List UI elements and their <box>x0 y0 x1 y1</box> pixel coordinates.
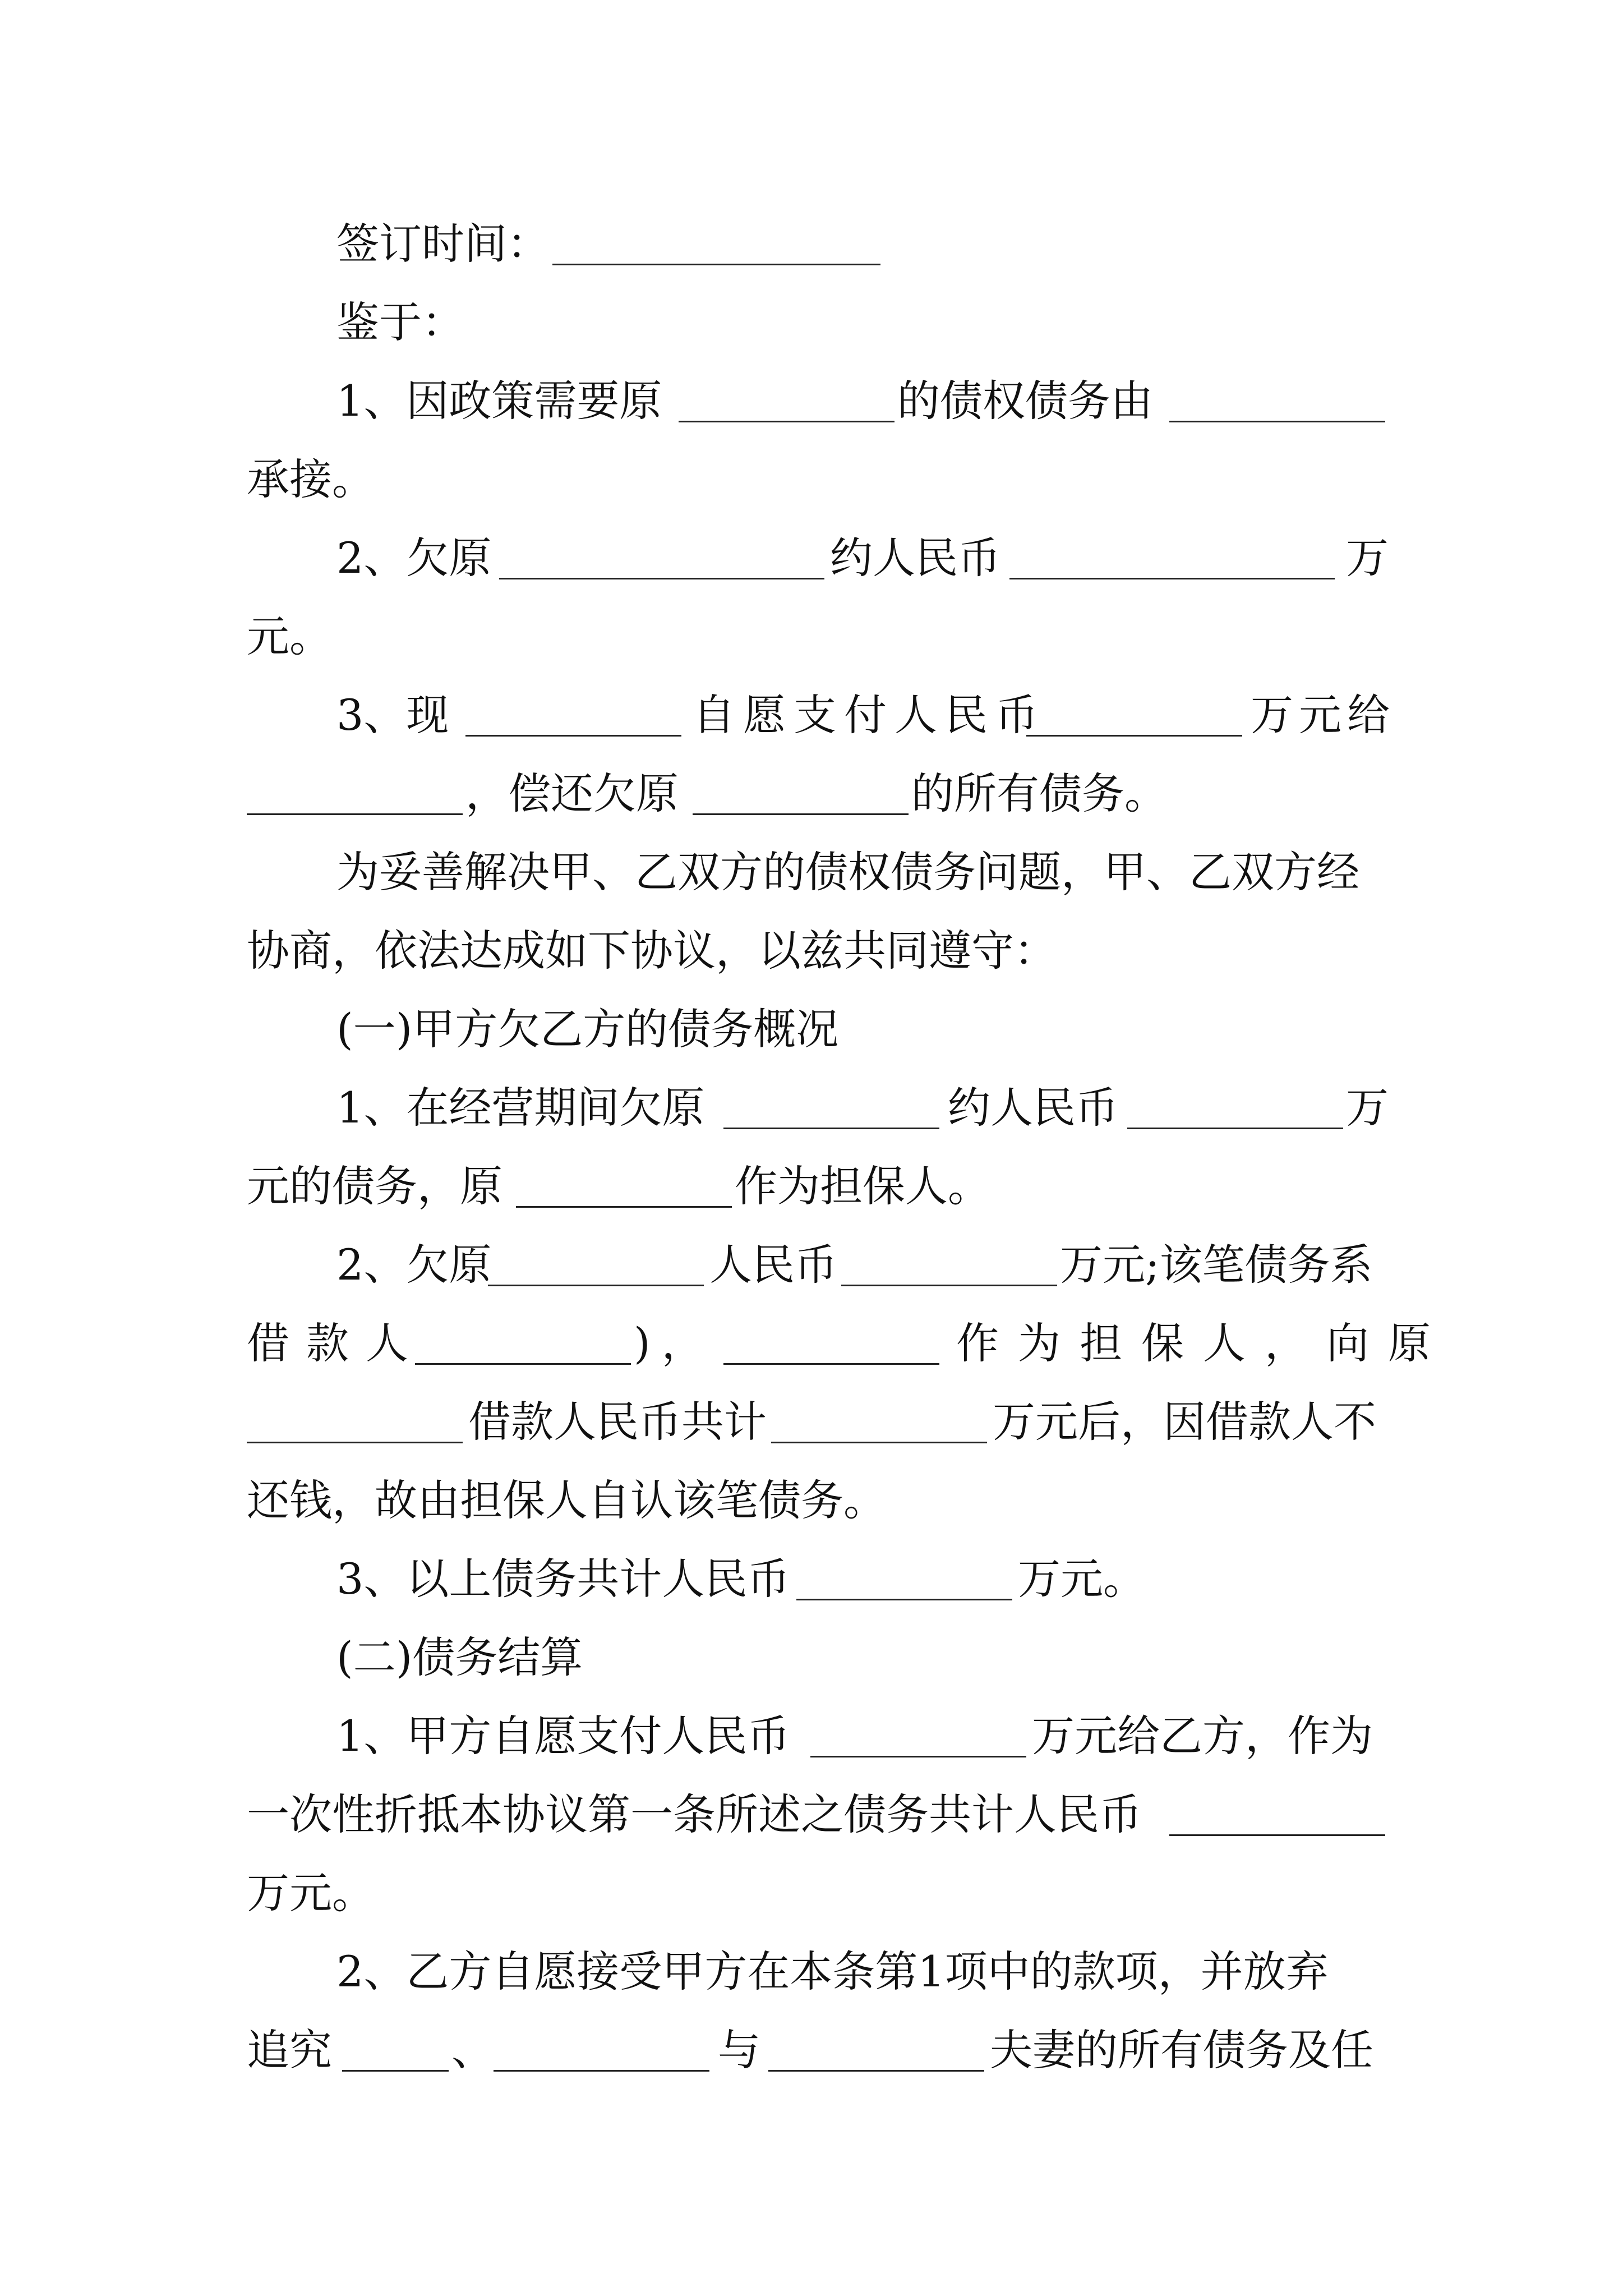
s2-item1-text-a: 1、甲方自愿支付人民币 <box>336 1711 790 1761</box>
s2-item1-blank-a <box>810 1756 1026 1757</box>
s1-item2-blank-a <box>488 1285 704 1286</box>
recital-2-text-b: 约人民币 <box>830 533 1000 583</box>
section-2-title-row <box>0 1616 1623 1700</box>
s1-item1-text-b: 约人民币 <box>948 1083 1118 1133</box>
recital-3-blank-d <box>693 813 909 815</box>
recital-2-text-a: 2、欠原 <box>336 533 492 583</box>
recital-3-text-b: 自愿支付人民币 <box>693 690 1046 740</box>
s2-item1-text-c: 一次性折抵本协议第一条所述之债务共计人民币 <box>247 1789 1142 1839</box>
s1-item2-blank-e <box>247 1442 463 1443</box>
purpose-row-1 <box>0 830 1623 914</box>
s2-item1-text-b: 万元给乙方，作为 <box>1032 1711 1373 1761</box>
s1-item1-row-1 <box>0 1066 1623 1150</box>
recital-1-blank-b <box>1169 421 1385 422</box>
s2-item1-row-2 <box>0 1773 1623 1857</box>
s2-item2-text-d: 与 <box>718 2025 760 2075</box>
s1-item2-blank-f <box>771 1442 987 1443</box>
recital-2-text-d: 元。 <box>247 611 332 661</box>
signing-time-row <box>0 202 1623 286</box>
s1-item2-blank-b <box>841 1285 1057 1286</box>
s1-item2-row-2 <box>0 1301 1623 1386</box>
recital-2-row-2 <box>0 595 1623 679</box>
whereas-row <box>0 280 1623 365</box>
s2-item2-text-b: 追究 <box>247 2025 332 2075</box>
s1-item2-text-f: 作为担保人，向原 <box>956 1318 1450 1368</box>
recital-1-text-b: 的债权债务由 <box>897 376 1153 426</box>
s2-item2-blank-c <box>768 2070 984 2072</box>
s1-item2-text-a: 2、欠原 <box>336 1240 492 1290</box>
s1-item2-text-c: 万元;该笔债务系 <box>1060 1240 1373 1290</box>
s2-item2-row-1 <box>0 1930 1623 2014</box>
recital-1-text-a: 1、因政策需要原 <box>336 376 662 426</box>
s1-item2-text-d: 借款人 <box>247 1318 425 1368</box>
s1-item2-text-i: 还钱，故由担保人自认该笔债务。 <box>247 1475 886 1525</box>
recital-2-row-1 <box>0 516 1623 600</box>
signing-time-blank <box>552 264 880 265</box>
s1-item3-blank-a <box>796 1599 1012 1600</box>
s2-item1-text-d: 万元。 <box>247 1868 375 1918</box>
s2-item2-text-a: 2、乙方自愿接受甲方在本条第1项中的款项，并放弃 <box>336 1947 1329 1996</box>
s1-item2-row-1 <box>0 1223 1623 1307</box>
recital-1-row-1 <box>0 359 1623 443</box>
s1-item3-row <box>0 1537 1623 1621</box>
recital-2-text-c: 万 <box>1346 533 1389 583</box>
recital-3-row-2 <box>0 752 1623 836</box>
whereas-label: 鉴于： <box>336 297 464 347</box>
s1-item1-text-c: 万 <box>1346 1083 1389 1133</box>
recital-3-row-1 <box>0 673 1623 757</box>
s2-item2-blank-b <box>494 2070 709 2072</box>
s1-item2-text-b: 人民币 <box>709 1240 837 1290</box>
s1-item1-text-d: 元的债务，原 <box>247 1161 502 1211</box>
recital-3-text-c: 万元给 <box>1251 690 1395 740</box>
s1-item2-row-3 <box>0 1380 1623 1464</box>
recital-3-text-a: 3、现 <box>336 690 449 740</box>
s1-item1-text-a: 1、在经营期间欠原 <box>336 1083 705 1133</box>
s2-item1-blank-b <box>1169 1834 1385 1836</box>
s1-item1-blank-c <box>516 1206 732 1208</box>
section-2-title: (二)债务结算 <box>336 1632 583 1682</box>
s1-item3-text-a: 3、以上债务共计人民币 <box>336 1554 790 1604</box>
recital-3-text-d: ，偿还欠原 <box>465 769 679 818</box>
recital-3-blank-a <box>465 735 681 737</box>
recital-2-blank-b <box>1009 578 1335 579</box>
s1-item3-text-b: 万元。 <box>1018 1554 1146 1604</box>
s1-item1-text-e: 作为担保人。 <box>735 1161 990 1211</box>
s1-item1-blank-a <box>723 1128 939 1129</box>
recital-1-blank-a <box>679 421 895 422</box>
s2-item1-row-1 <box>0 1694 1623 1778</box>
recital-3-blank-c <box>247 813 463 815</box>
recital-2-blank-a <box>499 578 824 579</box>
s2-item1-row-3 <box>0 1851 1623 1935</box>
purpose-text-1: 为妥善解决甲、乙双方的债权债务问题，甲、乙双方经 <box>336 847 1359 897</box>
signing-time-label: 签订时间： <box>336 219 550 269</box>
s1-item2-text-e: )， <box>634 1318 716 1368</box>
s2-item2-text-e: 夫妻的所有债务及任 <box>990 2025 1373 2075</box>
s2-item2-text-c: 、 <box>451 2025 494 2075</box>
section-1-title-row <box>0 987 1623 1071</box>
recital-1-text-c: 承接。 <box>247 454 375 504</box>
s2-item2-row-2 <box>0 2008 1623 2092</box>
recital-1-row-2 <box>0 438 1623 522</box>
s2-item2-blank-a <box>342 2070 449 2072</box>
purpose-text-2: 协商，依法达成如下协议，以兹共同遵守： <box>247 926 1057 976</box>
s1-item2-row-4 <box>0 1458 1623 1543</box>
recital-3-text-e: 的所有债务。 <box>911 769 1167 818</box>
recital-3-blank-b <box>1026 735 1242 737</box>
s1-item1-row-2 <box>0 1144 1623 1228</box>
s1-item2-text-g: 借款人民币共计 <box>468 1397 767 1447</box>
s1-item2-blank-c <box>415 1363 631 1365</box>
s1-item2-blank-d <box>723 1363 939 1365</box>
purpose-row-2 <box>0 909 1623 993</box>
s1-item1-blank-b <box>1127 1128 1343 1129</box>
s1-item2-text-h: 万元后，因借款人不 <box>993 1397 1376 1447</box>
section-1-title: (一)甲方欠乙方的债务概况 <box>336 1004 839 1054</box>
